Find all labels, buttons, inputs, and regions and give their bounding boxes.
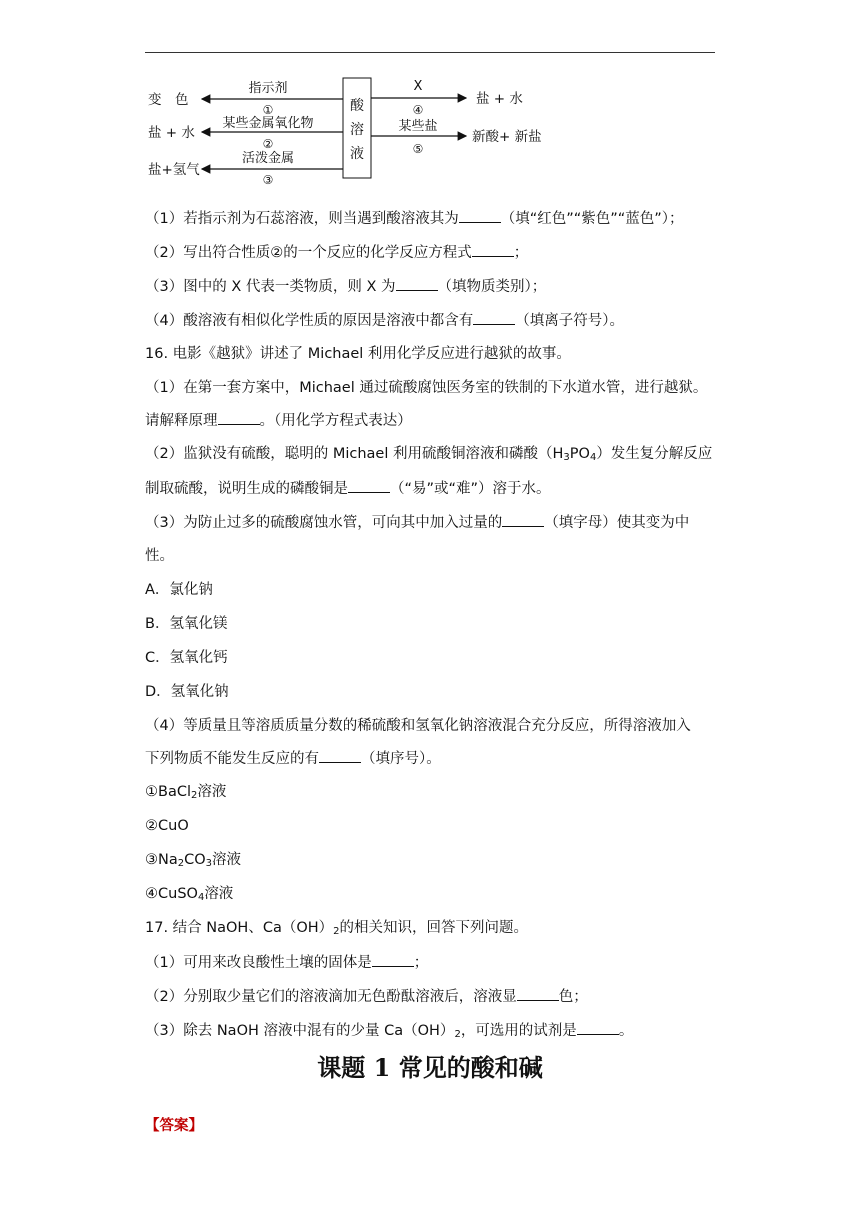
left-result-3: 盐+氢气 [148, 162, 200, 178]
center-char-2: 溶 [350, 122, 364, 138]
option-c: C．氢氧化钙 [145, 650, 228, 666]
q16-part4-line1: （4）等质量且等溶质质量分数的稀硫酸和氢氧化钠溶液混合充分反应，所得溶液加入 [145, 718, 691, 734]
answer-blank[interactable] [472, 242, 514, 257]
left-label-1: 指示剂 [248, 81, 288, 96]
left-num-2: ② [262, 137, 274, 151]
q16-part1-line2: 请解释原理 。（用化学方程式表达） [145, 410, 412, 431]
answer-blank[interactable] [218, 410, 260, 425]
right-num-4: ④ [412, 103, 424, 117]
option-a: A．氯化钠 [145, 582, 213, 598]
center-char-1: 酸 [350, 98, 364, 114]
q17-part2: （2）分别取少量它们的溶液滴加无色酚酞溶液后，溶液显 色； [145, 986, 588, 1007]
acid-properties-diagram [140, 74, 560, 186]
q16-part3-line1: （3）为防止过多的硫酸腐蚀水管，可向其中加入过量的 （填字母）使其变为中 [145, 512, 689, 533]
q16-part2-line2: 制取硫酸，说明生成的磷酸铜是 （“易”或“难”）溶于水。 [145, 478, 551, 499]
option-d: D．氢氧化钠 [145, 684, 229, 700]
q15-part3: （3）图中的 X 代表一类物质，则 X 为 （填物质类别）； [145, 276, 546, 297]
q17-part1: （1）可用来改良酸性土壤的固体是 ； [145, 952, 428, 973]
q15-part2: （2）写出符合性质②的一个反应的化学反应方程式 ； [145, 242, 528, 263]
right-result-5: 新酸+ 新盐 [472, 129, 542, 145]
left-num-3: ③ [262, 173, 274, 187]
q16-stem: 16. 电影《越狱》讲述了 Michael 利用化学反应进行越狱的故事。 [145, 346, 571, 362]
q15-part1: （1）若指示剂为石蕊溶液，则当遇到酸溶液其为 （填“红色”“紫色”“蓝色”）； [145, 208, 684, 229]
left-label-3: 活泼金属 [241, 151, 295, 166]
q17-stem: 17. 结合 NaOH、$Ca(OH)_2$的相关知识，回答下列问题。 [145, 920, 529, 937]
answer-blank[interactable] [348, 478, 390, 493]
answer-label: 【答案】 [145, 1118, 203, 1134]
answer-blank[interactable] [319, 748, 361, 763]
answer-blank[interactable] [473, 310, 515, 325]
q16-part4-line2: 下列物质不能发生反应的有 （填序号）。 [145, 748, 441, 769]
item-3: $③Na_2CO_3$溶液 [145, 852, 242, 869]
answer-blank[interactable] [517, 986, 559, 1001]
answer-blank[interactable] [396, 276, 438, 291]
right-label-4: X [413, 79, 423, 94]
item-4: ④CuSO$_4$溶液 [145, 886, 234, 903]
left-result-2: 盐 + 水 [148, 125, 195, 141]
right-label-5: 某些盐 [398, 119, 438, 134]
topic-title: 课题 1 常见的酸和碱 [317, 1053, 543, 1082]
answer-blank[interactable] [502, 512, 544, 527]
option-b: B．氢氧化镁 [145, 616, 228, 632]
answer-blank[interactable] [577, 1020, 619, 1035]
item-1: ①BaCl$_2$溶液 [145, 784, 227, 801]
right-result-4: 盐 + 水 [476, 91, 523, 107]
item-2: ②CuO [145, 818, 189, 834]
q16-part1-line1: （1）在第一套方案中，Michael 通过硫酸腐蚀医务室的铁制的下水道水管，进行越狱。 [145, 380, 708, 396]
diagram-svg [140, 74, 560, 186]
center-char-3: 液 [350, 146, 364, 162]
header-rule [145, 52, 715, 53]
left-num-1: ① [262, 103, 274, 117]
left-label-2: 某些金属氧化物 [222, 116, 314, 131]
answer-blank[interactable] [459, 208, 501, 223]
q16-part2-line1: （2）监狱没有硫酸，聪明的 Michael 利用硫酸铜溶液和磷酸$(H_3PO_4)$发生复分解反应 [145, 446, 713, 463]
right-num-5: ⑤ [412, 142, 424, 156]
q15-part4: （4）酸溶液有相似化学性质的原因是溶液中都含有 （填离子符号）。 [145, 310, 624, 331]
left-result-1: 变 色 [148, 92, 189, 108]
q16-part3-line2: 性。 [145, 548, 174, 564]
q17-part3: （3）除去 NaOH 溶液中混有的少量 $Ca(OH)_2$，可选用的试剂是 。 [145, 1020, 633, 1045]
answer-blank[interactable] [372, 952, 414, 967]
